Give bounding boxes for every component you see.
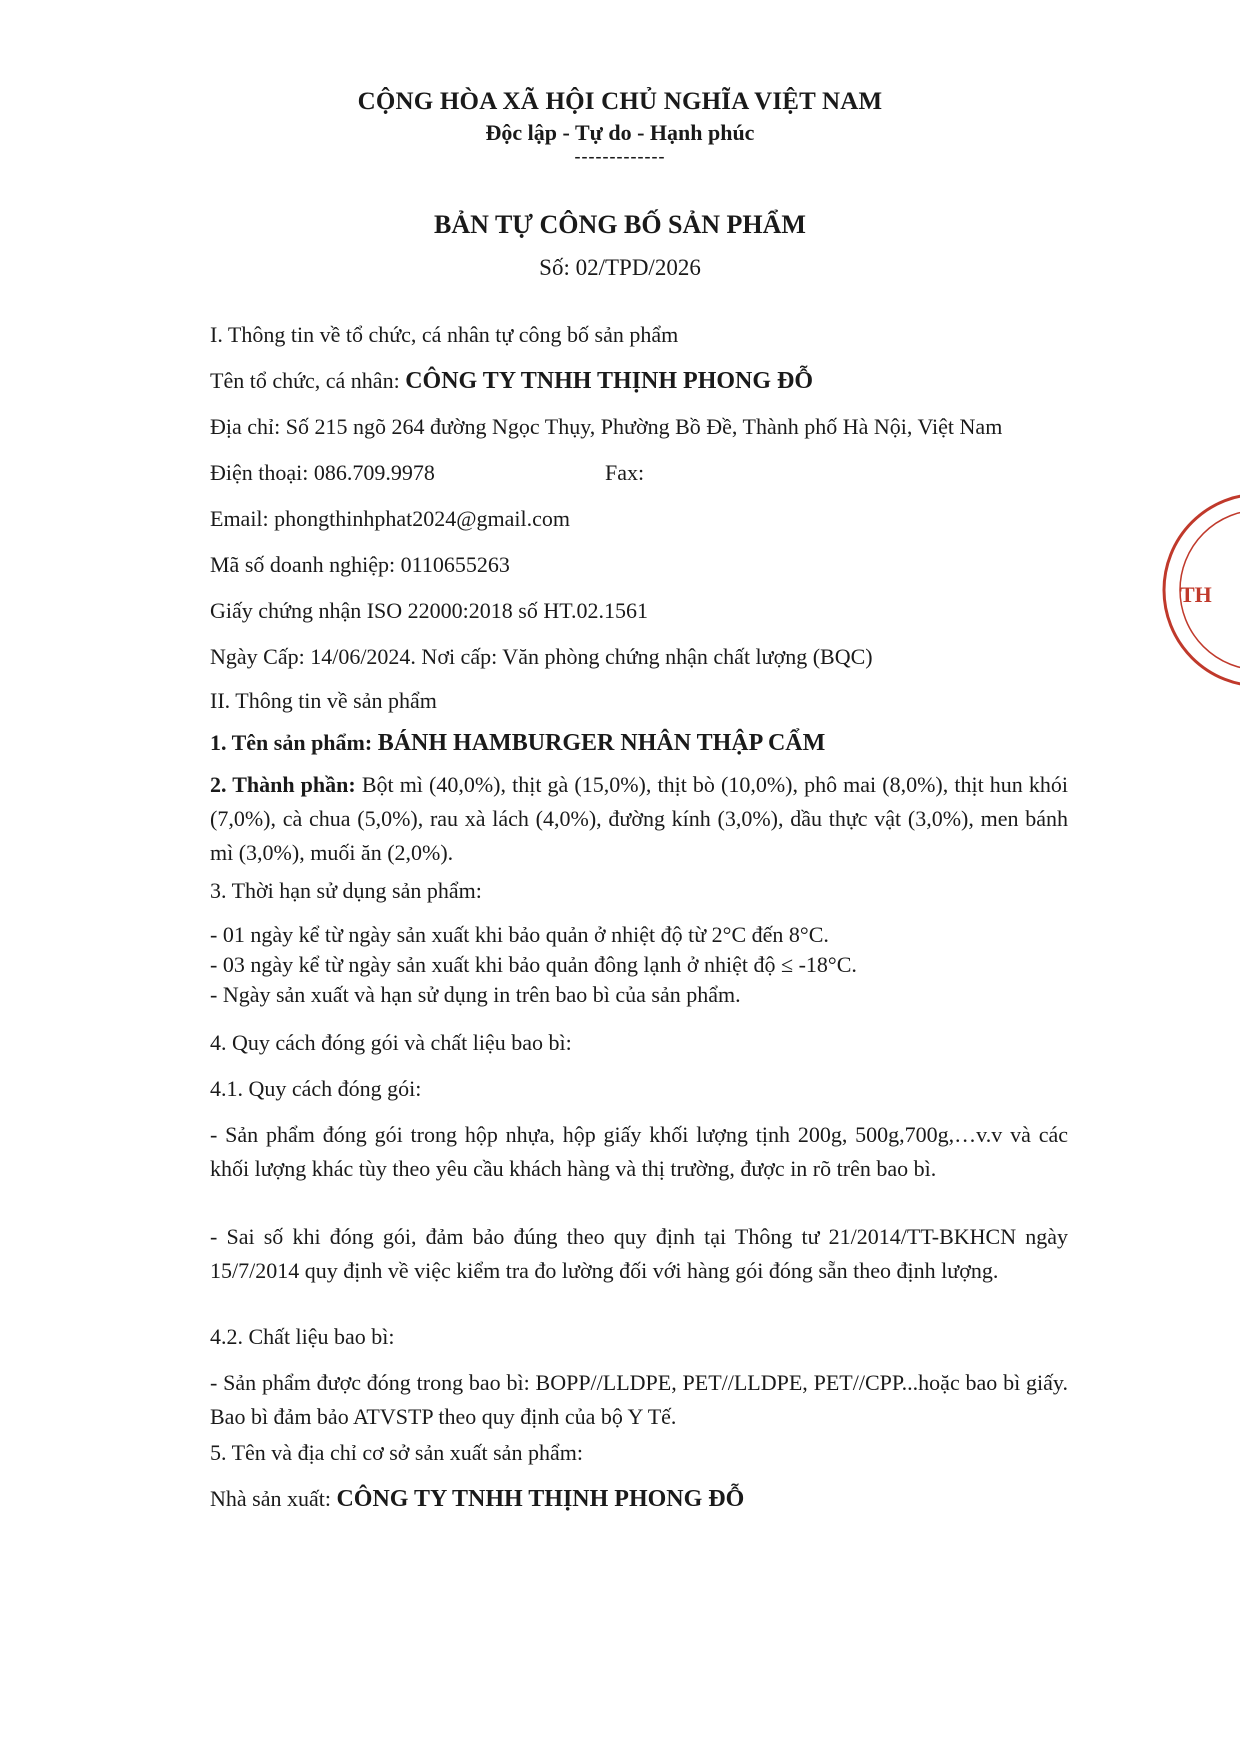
document-number: Số: 02/TPD/2026 xyxy=(539,255,701,280)
packing-paragraph-1: - Sản phẩm đóng gói trong hộp nhựa, hộp giấy khối lượng tịnh 200g, 500g,700g,…v.v và các khối lượng khác tùy theo yêu cầu khách hàng và thị trường, được in rõ trên bao bì. xyxy=(210,1122,1068,1181)
packaging-heading: 4. Quy cách đóng gói và chất liệu bao bì: xyxy=(210,1030,572,1055)
packing-subheading: 4.1. Quy cách đóng gói: xyxy=(210,1076,422,1101)
org-name: CÔNG TY TNHH THỊNH PHONG ĐỖ xyxy=(405,368,814,394)
ingredients-paragraph xyxy=(210,768,1068,870)
material-paragraph: - Sản phẩm được đóng trong bao bì: BOPP//LLDPE, PET//LLDPE, PET//CPP...hoặc bao bì giấy. Bao bì đảm bảo ATVSTP theo quy định của bộ Y Tế. xyxy=(210,1370,1068,1429)
shelf-life-list xyxy=(210,920,1070,1010)
packing-paragraph-2: - Sai số khi đóng gói, đảm bảo đúng theo quy định tại Thông tư 21/2014/TT-BKHCN ngày 15/7/2014 quy định về việc kiểm tra đo lường đối với hàng gói đóng sẵn theo định lượng. xyxy=(210,1224,1068,1283)
issue-info-line: Ngày Cấp: 14/06/2024. Nơi cấp: Văn phòng chứng nhận chất lượng (BQC) xyxy=(210,644,873,669)
list-item: - 03 ngày kể từ ngày sản xuất khi bảo quản đông lạnh ở nhiệt độ ≤ -18°C. xyxy=(210,952,857,977)
address-line: Địa chỉ: Số 215 ngõ 264 đường Ngọc Thụy, Phường Bồ Đề, Thành phố Hà Nội, Việt Nam xyxy=(210,414,1003,439)
material-subheading: 4.2. Chất liệu bao bì: xyxy=(210,1324,395,1349)
org-label: Tên tổ chức, cá nhân: xyxy=(210,368,406,393)
product-label: 1. Tên sản phẩm: xyxy=(210,730,378,755)
motto: Độc lập - Tự do - Hạnh phúc xyxy=(485,120,755,145)
ingredients-text: Bột mì (40,0%), thịt gà (15,0%), thịt bò (10,0%), phô mai (8,0%), thịt hun khói (7,0%), cà chua (5,0%), rau xà lách (4,0%), đường kính (3,0%), dầu thực vật (3,0%), men bánh mì (3,0%), muối ăn (2,0%). xyxy=(210,772,1068,865)
tax-code-line: Mã số doanh nghiệp: 0110655263 xyxy=(210,552,510,577)
ingredients-label: 2. Thành phần: xyxy=(210,772,362,797)
section-1-heading: I. Thông tin về tổ chức, cá nhân tự công bố sản phẩm xyxy=(210,322,679,347)
org-line xyxy=(210,364,1070,398)
phone-fax-line xyxy=(210,456,1070,490)
email-line: Email: phongthinhphat2024@gmail.com xyxy=(210,506,570,531)
company-seal-stamp xyxy=(1140,490,1240,690)
iso-cert-line: Giấy chứng nhận ISO 22000:2018 số HT.02.1561 xyxy=(210,598,649,623)
manufacturer-line xyxy=(210,1482,1070,1516)
fax: Fax: xyxy=(605,460,645,485)
list-item: - Ngày sản xuất và hạn sử dụng in trên bao bì của sản phẩm. xyxy=(210,982,741,1007)
document-title: BẢN TỰ CÔNG BỐ SẢN PHẨM xyxy=(434,210,806,239)
list-item: - 01 ngày kể từ ngày sản xuất khi bảo quản ở nhiệt độ từ 2°C đến 8°C. xyxy=(210,922,829,947)
nation-header: CỘNG HÒA XÃ HỘI CHỦ NGHĨA VIỆT NAM xyxy=(357,88,883,115)
shelf-life-heading: 3. Thời hạn sử dụng sản phẩm: xyxy=(210,878,482,903)
product-name: BÁNH HAMBURGER NHÂN THẬP CẨM xyxy=(377,730,826,756)
manufacturer-label: Nhà sản xuất: xyxy=(210,1486,337,1511)
seal-text: TH xyxy=(1180,582,1212,607)
section-2-heading: II. Thông tin về sản phẩm xyxy=(210,688,437,713)
facility-heading: 5. Tên và địa chỉ cơ sở sản xuất sản phẩm: xyxy=(210,1440,583,1465)
product-name-line xyxy=(210,726,1070,760)
header-divider: ------------- xyxy=(574,146,666,166)
phone: Điện thoại: 086.709.9978 xyxy=(210,460,435,485)
manufacturer-name: CÔNG TY TNHH THỊNH PHONG ĐỖ xyxy=(336,1486,745,1512)
